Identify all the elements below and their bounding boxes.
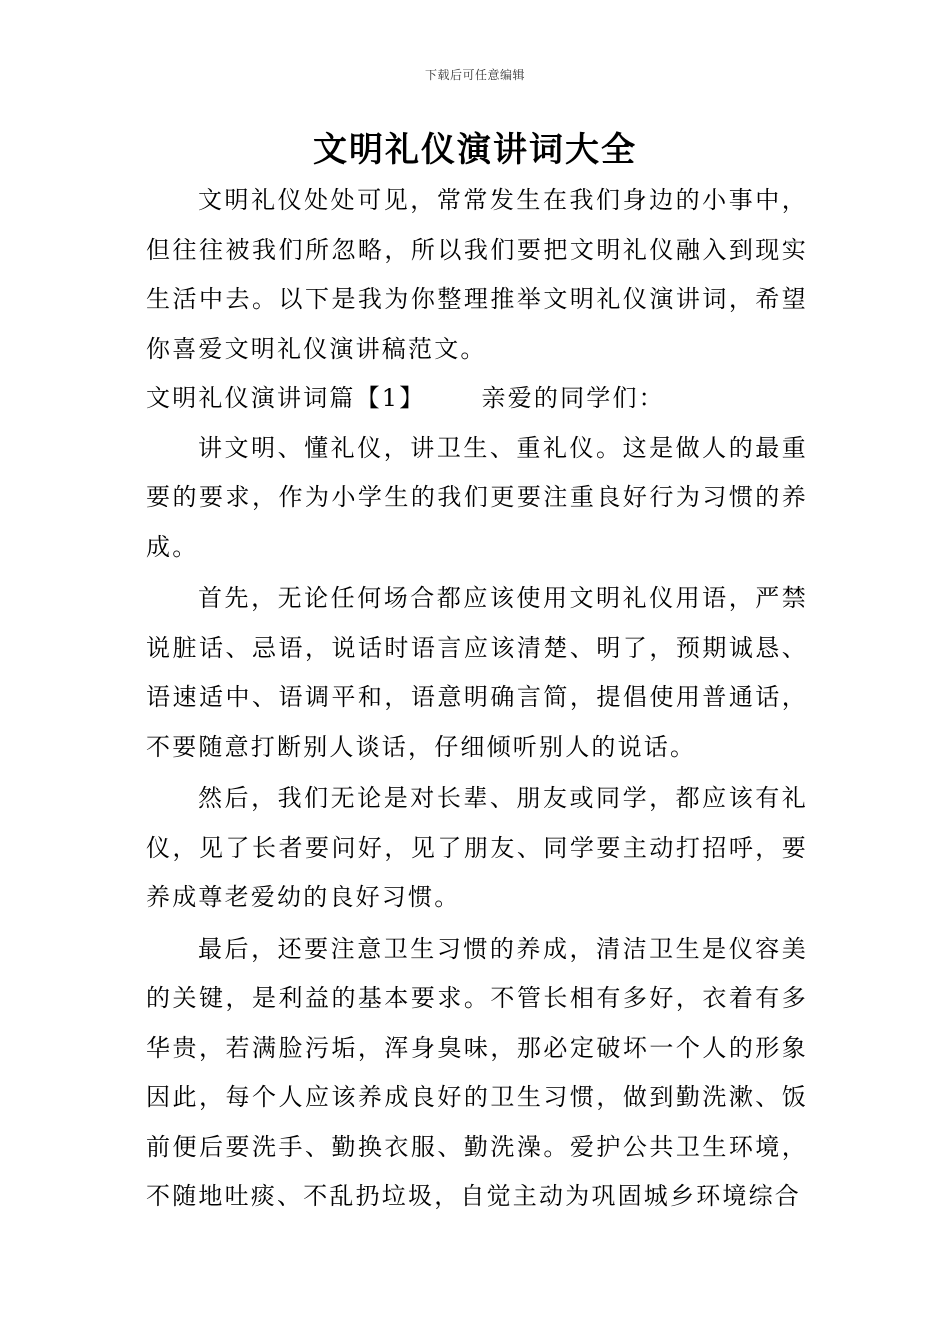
document-title: 文明礼仪演讲词大全 — [313, 130, 637, 170]
body-paragraph-4: 最后，还要注意卫生习惯的养成，清洁卫生是仪容美的关键，是利益的基本要求。不管长相有多好，衣着有多华贵，若满脸污垢，浑身臭味，那必定破坏一个人的形象因此，每个人应该养成良好的卫生习惯，做到勤洗漱、饭前便后要洗手、勤换衣服、勤洗澡。爱护公共卫生环境，不随地吐痰、不乱扔垃圾，自觉主动为巩固城乡环境综合 — [146, 934, 808, 1210]
body-paragraph-3: 然后，我们无论是对长辈、朋友或同学，都应该有礼仪，见了长者要问好，见了朋友、同学要主动打招呼，要养成尊老爱幼的良好习惯。 — [146, 784, 808, 911]
body-paragraph-1: 讲文明、懂礼仪，讲卫生、重礼仪。这是做人的最重要的要求，作为小学生的我们更要注重良好行为习惯的养成。 — [146, 433, 808, 561]
greeting: 亲爱的同学们： — [481, 384, 665, 412]
section-heading: 文明礼仪演讲词篇【1】 — [146, 384, 426, 412]
intro-paragraph: 文明礼仪处处可见，常常发生在我们身边的小事中，但往往被我们所忽略，所以我们要把文明礼仪融入到现实生活中去。以下是我为你整理推举文明礼仪演讲词，希望你喜爱文明礼仪演讲稿范文。 — [146, 186, 808, 363]
section-heading-line — [146, 374, 808, 424]
header-note: 下载后可任意编辑 — [424, 68, 525, 82]
body-paragraph-2: 首先，无论任何场合都应该使用文明礼仪用语，严禁说脏话、忌语，说话时语言应该清楚、明了，预期诚恳、语速适中、语调平和，语意明确言简，提倡使用普通话，不要随意打断别人谈话，仔细倾听别人的说话。 — [146, 584, 808, 761]
document-body — [146, 176, 808, 1222]
